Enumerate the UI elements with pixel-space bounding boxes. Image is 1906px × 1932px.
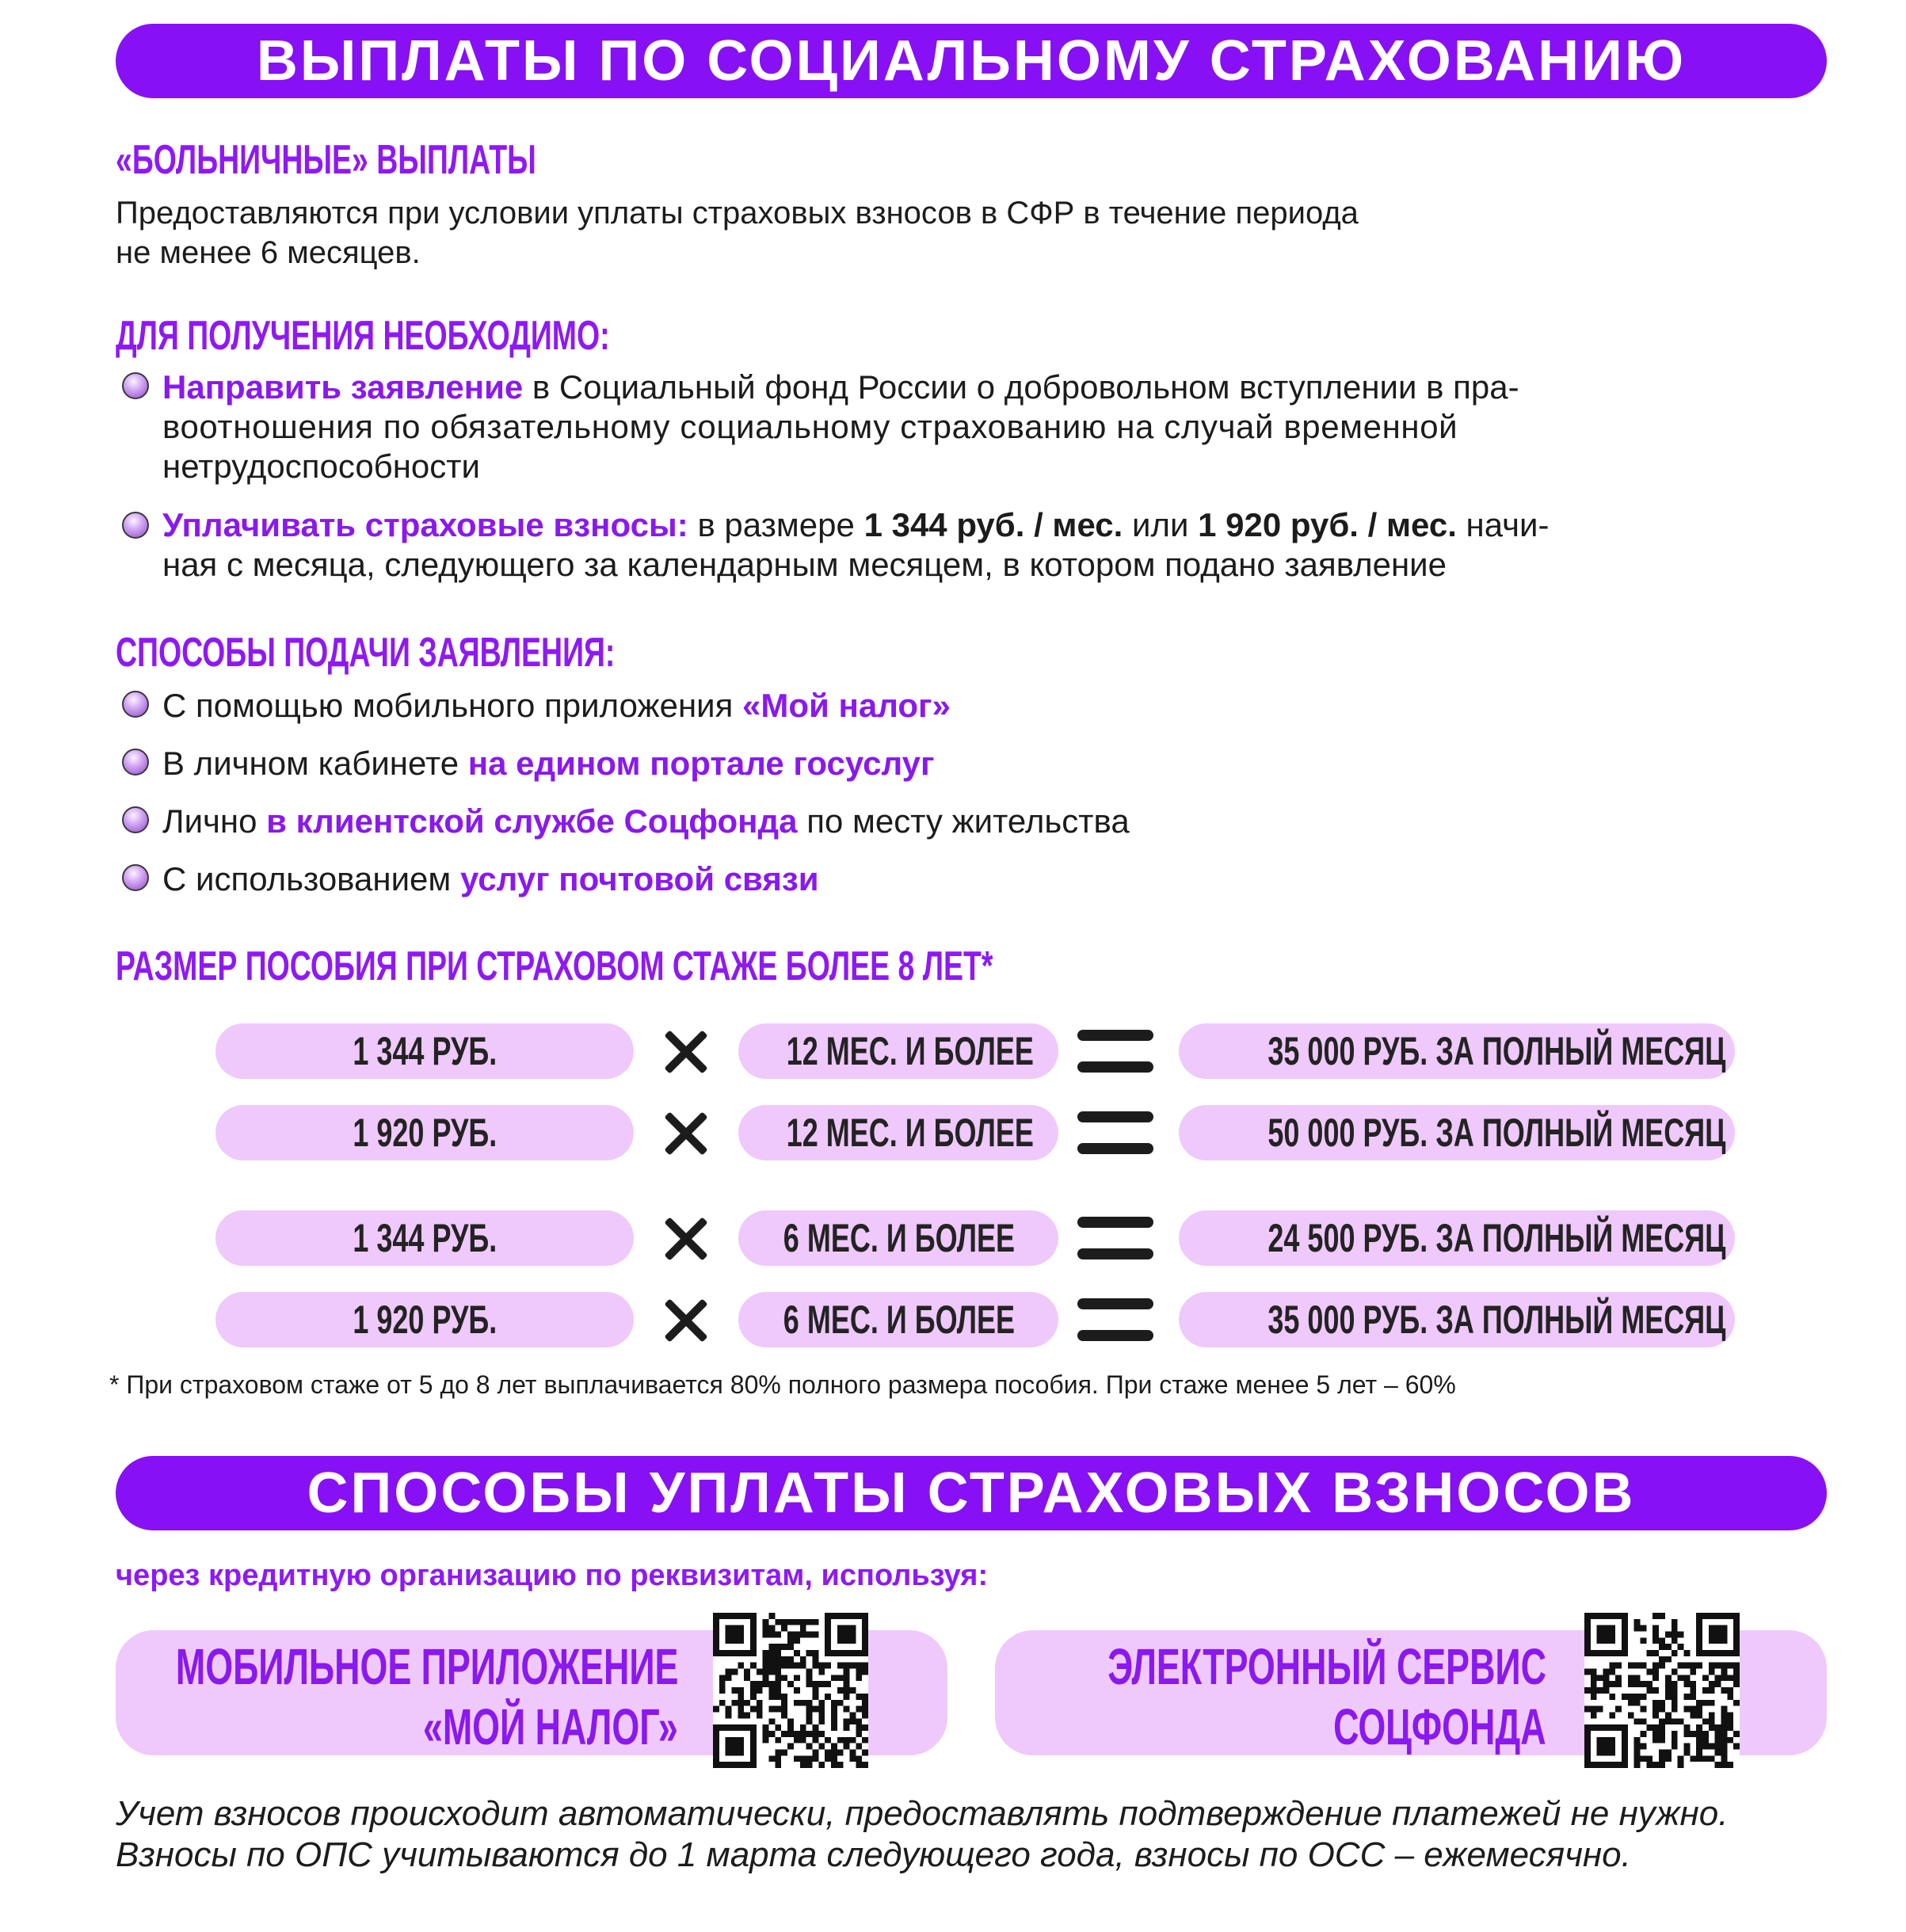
note-line2: Взносы по ОПС учитываются до 1 марта следующего года, взносы по ОСС – ежемесячно. — [116, 1835, 1631, 1874]
requirement-pay — [162, 505, 1550, 545]
note-line1: Учет взносов происходит автоматически, предоставлять подтверждение платежей не нужно. — [116, 1794, 1729, 1833]
requirement-apply-text: в Социальный фонд России о добровольном вступлении в пра- — [523, 368, 1519, 406]
methods-heading: СПОСОБЫ ПОДАЧИ ЗАЯВЛЕНИЯ: — [116, 630, 616, 676]
requirement-pay-text: в размере — [688, 506, 864, 543]
sick-pay-text-line1: Предоставляются при условии уплаты страховых взносов в СФР в течение периода — [116, 196, 1359, 231]
requirement-apply-highlight: Направить заявление — [162, 368, 524, 406]
amount-1920: 1 920 руб. / мес. — [1198, 506, 1457, 543]
method-item: В личном кабинете на едином портале госуслуг — [162, 745, 935, 782]
benefit-period: 6 МЕС. И БОЛЕЕ — [738, 1292, 1058, 1347]
method-item: С использованием услуг почтовой связи — [162, 860, 819, 897]
multiply-icon — [661, 1027, 710, 1077]
benefit-result: 24 500 РУБ. ЗА ПОЛНЫЙ МЕСЯЦ — [1179, 1210, 1735, 1266]
bullet-icon — [122, 864, 149, 891]
benefit-result: 35 000 РУБ. ЗА ПОЛНЫЙ МЕСЯЦ — [1179, 1023, 1735, 1079]
bullet-icon — [122, 691, 149, 718]
benefit-amount: 1 344 РУБ. — [215, 1210, 634, 1266]
payment-subheading: через кредитную организацию по реквизитам, используя: — [116, 1559, 989, 1592]
requirement-pay-line2: ная с месяца, следующего за календарным месяцем, в котором подано заявление — [162, 546, 1447, 583]
equals-icon — [1077, 1111, 1153, 1154]
multiply-icon — [661, 1214, 710, 1263]
benefit-period: 6 МЕС. И БОЛЕЕ — [738, 1210, 1058, 1266]
equals-icon — [1077, 1217, 1153, 1259]
equals-icon — [1077, 1298, 1153, 1341]
benefit-result: 35 000 РУБ. ЗА ПОЛНЫЙ МЕСЯЦ — [1179, 1292, 1735, 1347]
payment-option-my-tax-line1: МОБИЛЬНОЕ ПРИЛОЖЕНИЕ — [175, 1638, 678, 1695]
requirements-heading: ДЛЯ ПОЛУЧЕНИЯ НЕОБХОДИМО: — [116, 313, 610, 359]
requirement-pay-highlight: Уплачивать страховые взносы: — [162, 506, 688, 543]
payment-option-socfund-line1: ЭЛЕКТРОННЫЙ СЕРВИС — [1107, 1638, 1546, 1695]
bullet-icon — [122, 512, 149, 539]
benefit-heading: РАЗМЕР ПОСОБИЯ ПРИ СТРАХОВОМ СТАЖЕ БОЛЕЕ 8 ЛЕТ* — [116, 943, 993, 989]
requirement-apply-line2: воотношения по обязательному социальному страхованию на случай временной — [162, 408, 1458, 445]
section-banner-contributions: СПОСОБЫ УПЛАТЫ СТРАХОВЫХ ВЗНОСОВ — [116, 1456, 1827, 1530]
multiply-icon — [661, 1296, 710, 1345]
requirement-apply-line3: нетрудоспособности — [162, 448, 480, 485]
section-banner-payments: ВЫПЛАТЫ ПО СОЦИАЛЬНОМУ СТРАХОВАНИЮ — [116, 24, 1827, 98]
sick-pay-heading: «БОЛЬНИЧНЫЕ» ВЫПЛАТЫ — [116, 137, 536, 183]
payment-option-my-tax-line2: «МОЙ НАЛОГ» — [423, 1698, 678, 1755]
sick-pay-text-line2: не менее 6 месяцев. — [116, 235, 421, 270]
equals-icon — [1077, 1030, 1153, 1073]
benefit-result: 50 000 РУБ. ЗА ПОЛНЫЙ МЕСЯЦ — [1179, 1105, 1735, 1160]
multiply-icon — [661, 1109, 710, 1158]
benefit-amount: 1 344 РУБ. — [215, 1023, 634, 1079]
qr-code-icon[interactable] — [1584, 1613, 1740, 1768]
bullet-icon — [122, 372, 149, 399]
benefit-period: 12 МЕС. И БОЛЕЕ — [738, 1023, 1058, 1079]
qr-code-icon[interactable] — [713, 1613, 868, 1768]
benefit-amount: 1 920 РУБ. — [215, 1292, 634, 1347]
requirement-apply — [162, 368, 1519, 407]
requirement-pay-tail: начи- — [1456, 506, 1550, 543]
benefit-amount: 1 920 РУБ. — [215, 1105, 634, 1160]
method-item: С помощью мобильного приложения «Мой налог» — [162, 687, 951, 724]
bullet-icon — [122, 749, 149, 775]
bullet-icon — [122, 806, 149, 833]
requirement-pay-or: или — [1123, 506, 1199, 543]
method-item: Лично в клиентской службе Соцфонда по месту жительства — [162, 802, 1130, 840]
payment-option-socfund-line2: СОЦФОНДА — [1333, 1698, 1546, 1755]
amount-1344: 1 344 руб. / мес. — [863, 506, 1123, 543]
benefit-period: 12 МЕС. И БОЛЕЕ — [738, 1105, 1058, 1160]
footnote: * При страховом стаже от 5 до 8 лет выплачивается 80% полного размера пособия. При стаже менее 5 лет – 60% — [109, 1370, 1456, 1399]
